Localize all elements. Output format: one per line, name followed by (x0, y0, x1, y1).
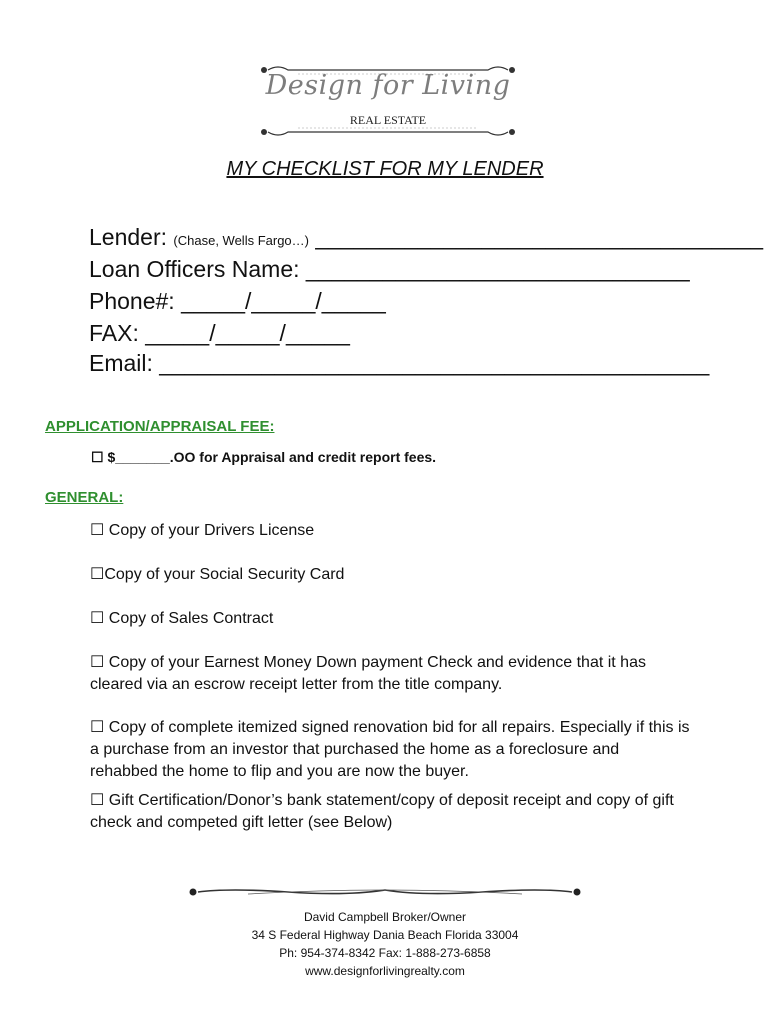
checklist-item: ☐ Copy of complete itemized signed renovation bid for all repairs. Especially if this is a purchase from an investor that purchased the home as a foreclosure and rehabbed the home to flip and you are now the buyer. (90, 719, 690, 780)
lender-field (89, 224, 763, 251)
footer-owner: David Campbell Broker/Owner (303, 910, 467, 924)
logo-subtitle: REAL ESTATE (349, 113, 427, 127)
lender-hint: (Chase, Wells Fargo…) (173, 233, 309, 248)
email-field: Email: ___________________________________________ (89, 350, 710, 376)
company-logo (258, 62, 518, 140)
general-heading: GENERAL: (45, 489, 124, 506)
fee-line: ☐ $_______.OO for Appraisal and credit report fees. (91, 449, 437, 465)
loan-officer-field: Loan Officers Name: ______________________________ (89, 256, 690, 282)
footer-website: www.designforlivingrealty.com (305, 964, 465, 978)
fax-field: FAX: _____/_____/_____ (89, 320, 350, 346)
lender-line: ___________________________________ (315, 224, 764, 250)
footer-divider-icon (188, 884, 582, 900)
application-fee-heading: APPLICATION/APPRAISAL FEE: (45, 418, 275, 435)
checklist-item: ☐ Copy of your Drivers License (90, 522, 315, 539)
page-title: MY CHECKLIST FOR MY LENDER (226, 158, 544, 180)
phone-field: Phone#: _____/_____/_____ (89, 288, 386, 314)
checklist-item: ☐Copy of your Social Security Card (90, 566, 345, 583)
checklist-item: ☐ Gift Certification/Donor’s bank statement/copy of deposit receipt and copy of gift check and competed gift letter (see Below) (90, 792, 674, 831)
lender-label: Lender: (89, 224, 168, 250)
footer-address: 34 S Federal Highway Dania Beach Florida 33004 (251, 928, 519, 942)
logo-script-text: Design for Living (265, 70, 511, 101)
checklist-item: ☐ Copy of Sales Contract (90, 610, 274, 627)
footer-phone: Ph: 954-374-8342 Fax: 1-888-273-6858 (279, 946, 491, 960)
footer-contact (0, 908, 770, 980)
checklist-item: ☐ Copy of your Earnest Money Down payment Check and evidence that it has cleared via an escrow receipt letter from the title company. (90, 654, 646, 693)
